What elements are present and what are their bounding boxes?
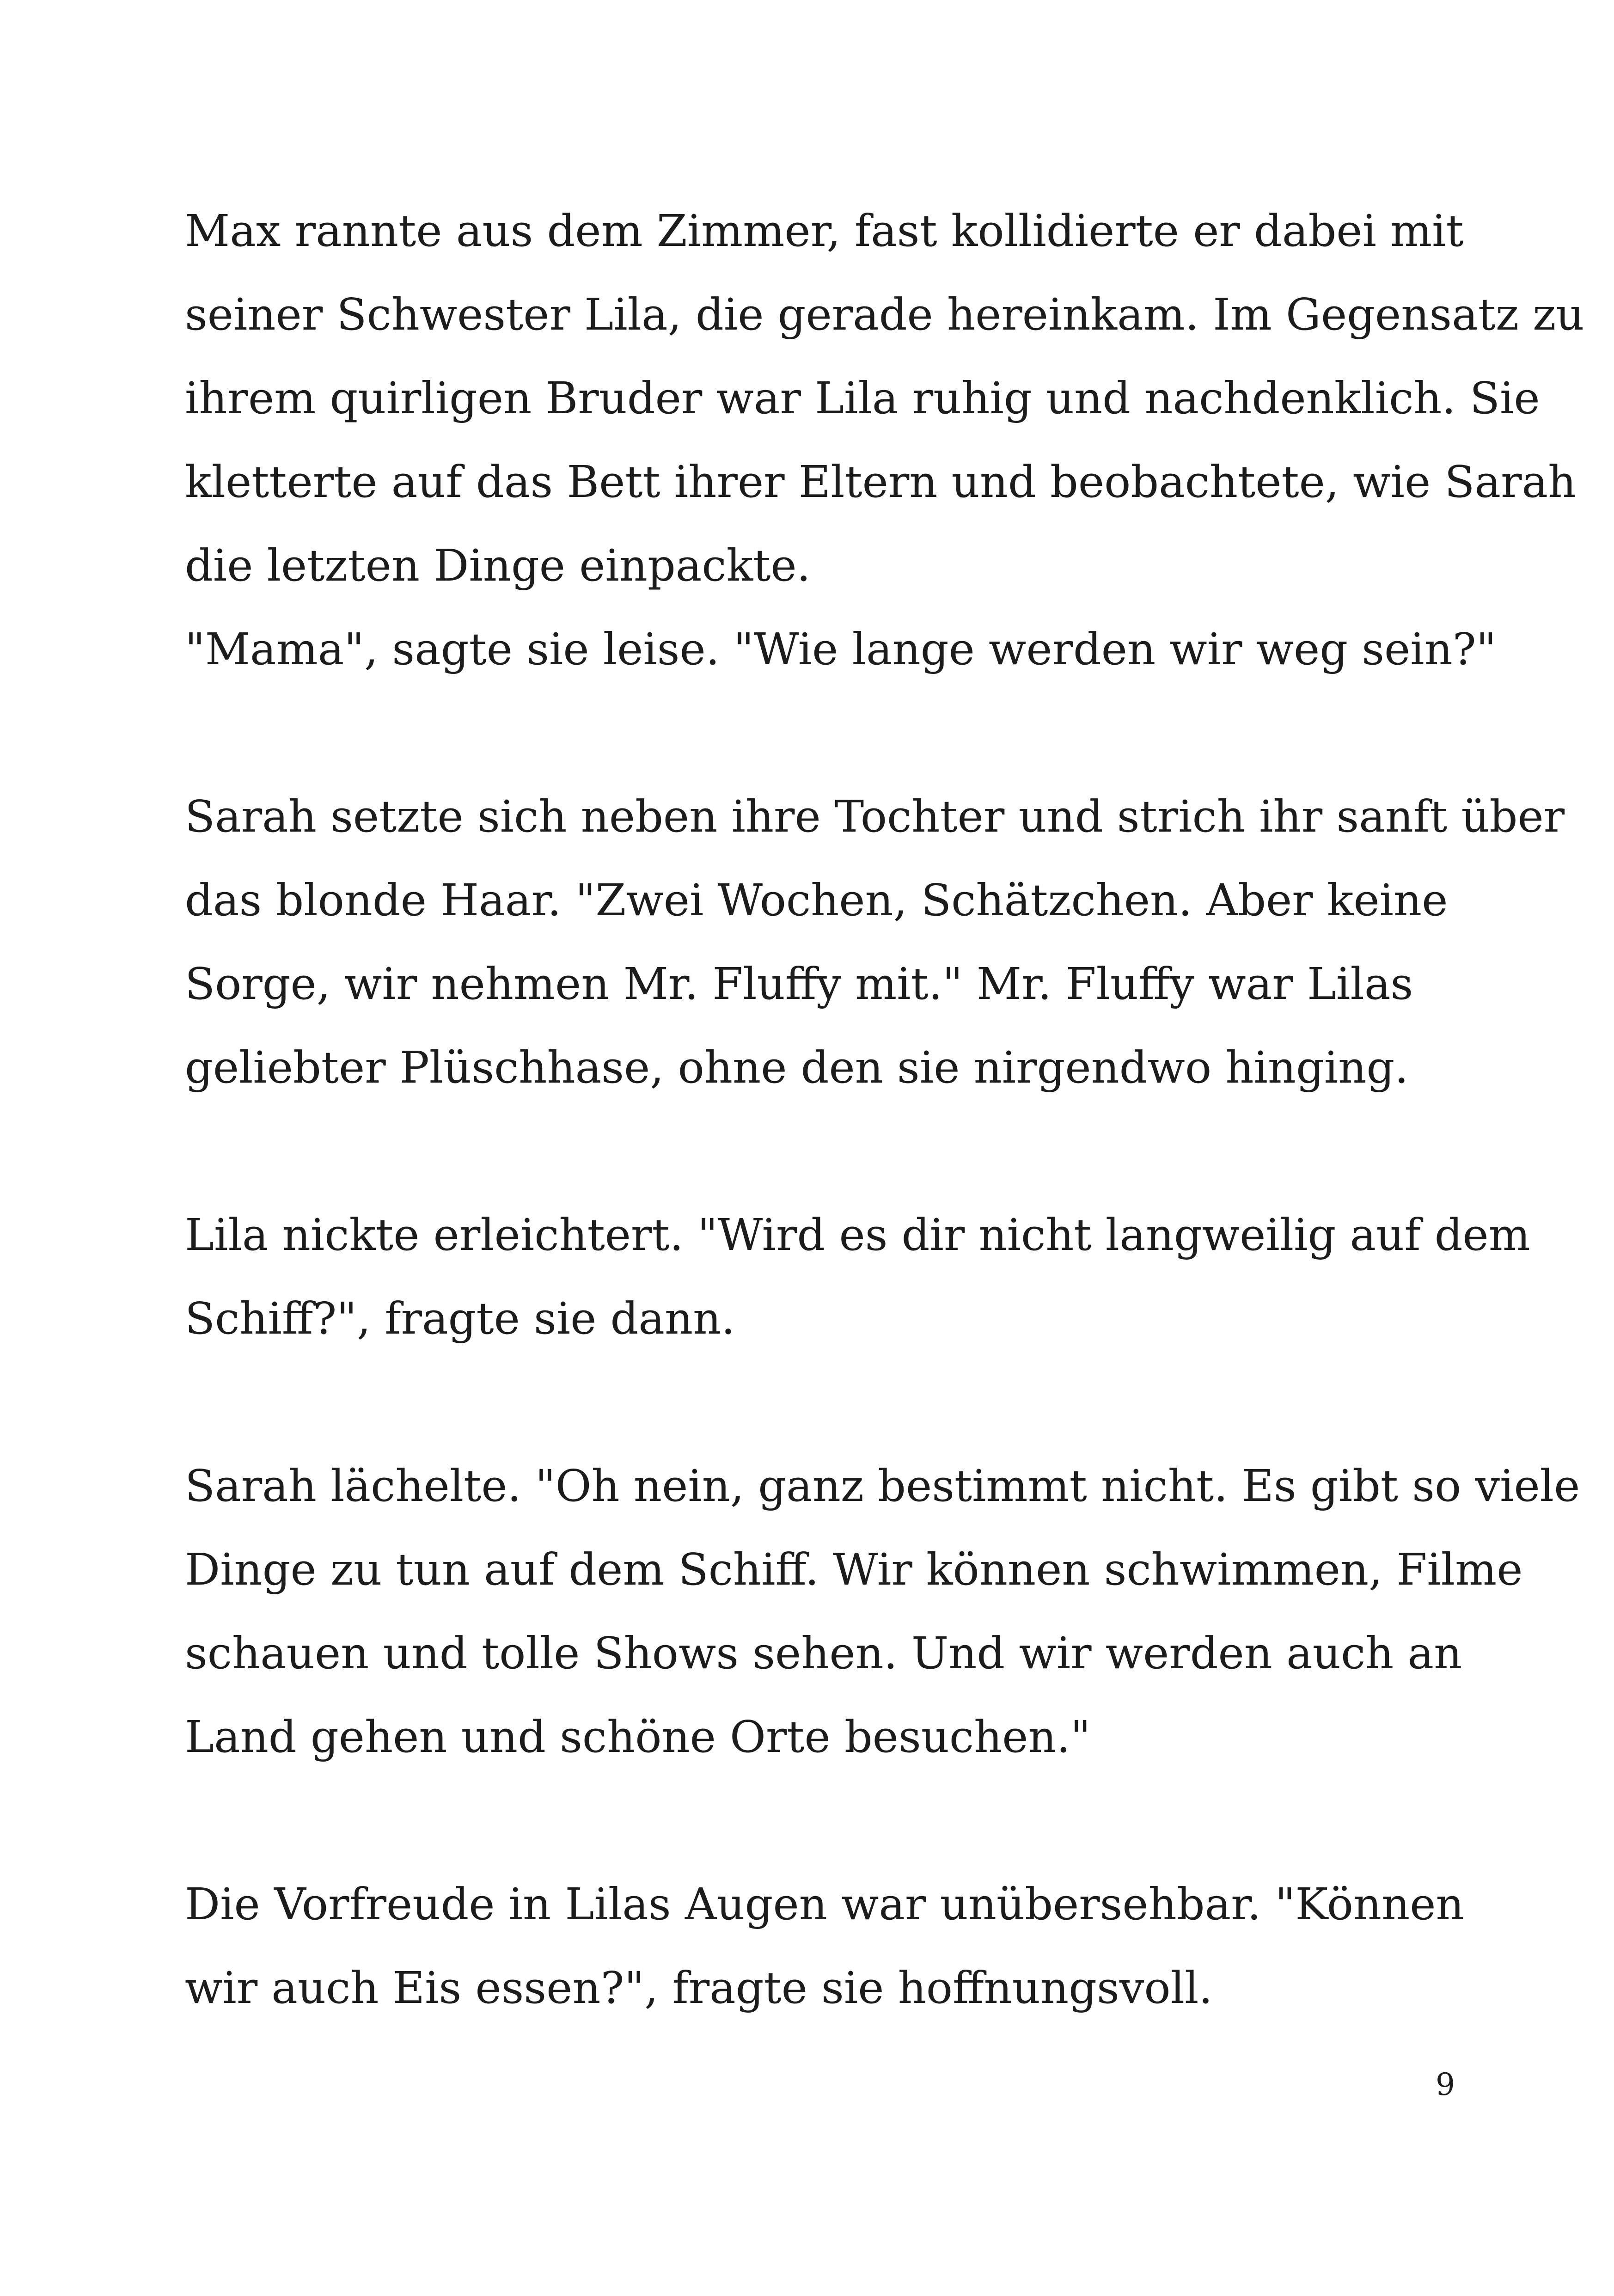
paragraph-2 [185,775,1565,1110]
text-line: Dinge zu tun auf dem Schiff. Wir können schwimmen, Filme [185,1544,1523,1595]
text-line: seiner Schwester Lila, die gerade hereinkam. Im Gegensatz zu [185,289,1584,340]
text-line: Lila nickte erleichtert. "Wird es dir nicht langweilig auf dem [185,1210,1530,1261]
text-line: die letzten Dinge einpackte. [185,540,811,591]
paragraph-gap [185,1779,1461,1863]
text-line: Sarah lächelte. "Oh nein, ganz bestimmt nicht. Es gibt so viele [185,1461,1580,1512]
paragraph-3 [185,1194,1530,1361]
paragraph-gap [185,692,1461,775]
page-number: 9 [1436,2067,1455,2102]
paragraph-4 [185,1445,1580,1779]
text-line: Sorge, wir nehmen Mr. Fluffy mit." Mr. Fluffy war Lilas [185,959,1413,1010]
text-line: "Mama", sagte sie leise. "Wie lange werden wir weg sein?" [185,624,1497,675]
text-line: ihrem quirligen Bruder war Lila ruhig und nachdenklich. Sie [185,373,1540,424]
text-line: Die Vorfreude in Lilas Augen war unübersehbar. "Können [185,1879,1464,1930]
body-text [185,190,1584,2030]
text-line: das blonde Haar. "Zwei Wochen, Schätzchen. Aber keine [185,875,1448,926]
paragraph-gap [185,1361,1461,1445]
paragraph-gap [185,1110,1461,1194]
text-line: Max rannte aus dem Zimmer, fast kollidierte er dabei mit [185,206,1464,257]
text-line: Land gehen und schöne Orte besuchen." [185,1712,1091,1763]
paragraph-1 [185,190,1584,692]
text-line: schauen und tolle Shows sehen. Und wir werden auch an [185,1628,1462,1679]
text-line: geliebter Plüschhase, ohne den sie nirgendwo hinging. [185,1042,1409,1093]
text-line: Sarah setzte sich neben ihre Tochter und strich ihr sanft über [185,791,1565,842]
text-line: wir auch Eis essen?", fragte sie hoffnungsvoll. [185,1963,1213,2014]
paragraph-5 [185,1863,1464,2030]
text-line: kletterte auf das Bett ihrer Eltern und beobachtete, wie Sarah [185,457,1577,508]
text-line: Schiff?", fragte sie dann. [185,1293,735,1344]
